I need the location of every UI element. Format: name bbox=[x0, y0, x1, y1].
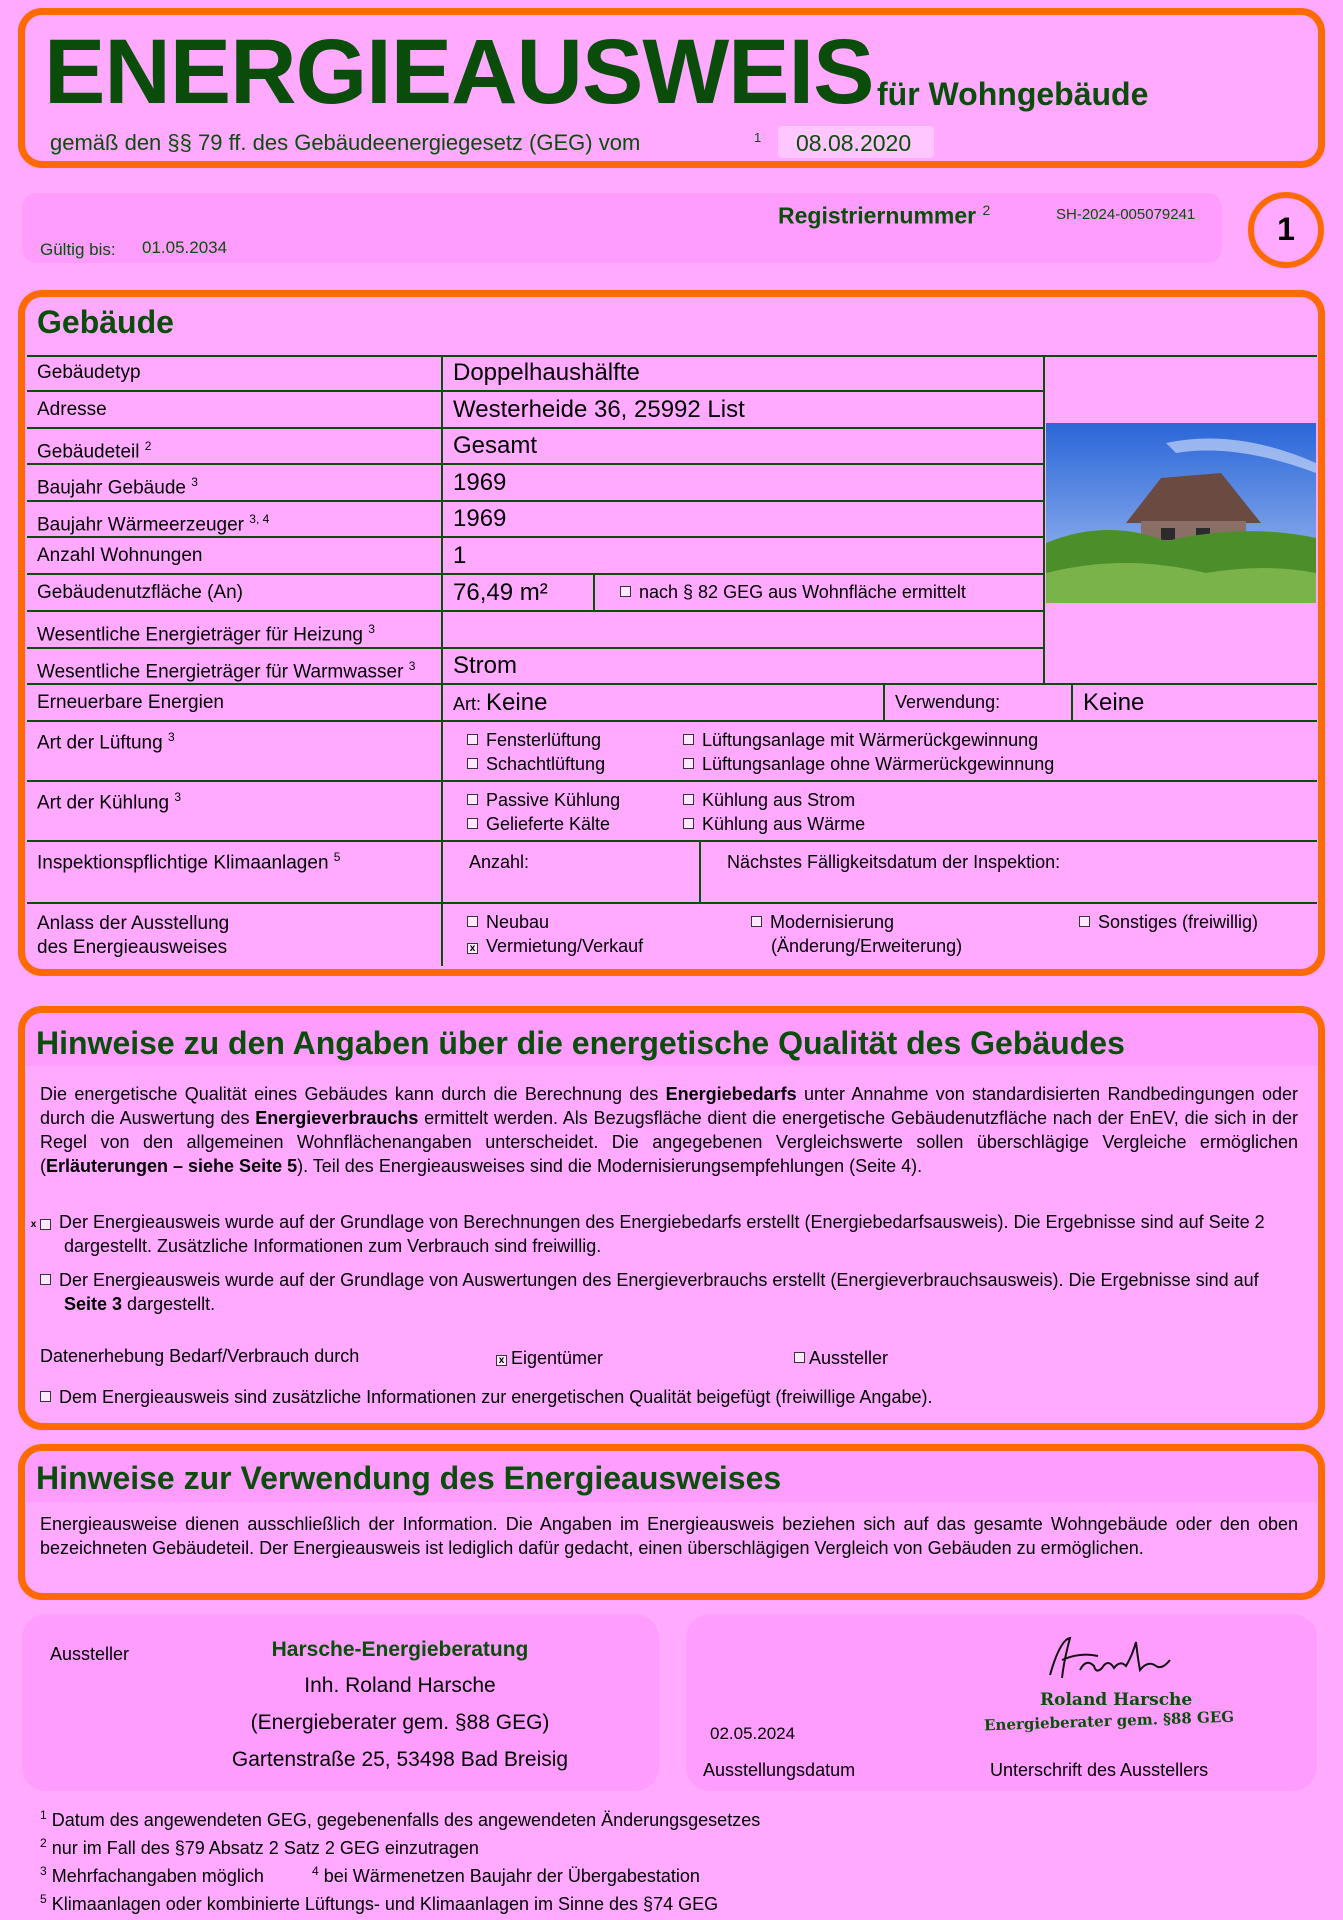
valid-until-label: Gültig bis: bbox=[40, 240, 116, 259]
stamp-name: Roland Harsche bbox=[1040, 1690, 1193, 1710]
row-value: Strom bbox=[453, 652, 518, 679]
issuer-label: Aussteller bbox=[50, 1644, 130, 1664]
checkbox[interactable] bbox=[467, 818, 478, 829]
table-row: Baujahr Wärmeerzeuger $^{3, 4}$ 1969 bbox=[27, 502, 1045, 538]
checkbox[interactable] bbox=[40, 1274, 51, 1285]
table-row-aircon: Inspektionspflichtige Klimaanlagen $^5$ Anzahl: Nächstes Fälligkeitsdatum der Inspektion: bbox=[27, 842, 1317, 904]
row-value: Westerheide 36, 25992 List bbox=[453, 396, 745, 423]
table-row: Wesentliche Energieträger für Warmwasser $^3$ Strom bbox=[27, 649, 1317, 685]
checkbox-checked[interactable]: x bbox=[467, 943, 478, 954]
hints-usage-paragraph: Energieausweise dienen ausschließlich der Information. Die Angaben im Energieausweis beziehen sich auf das gesamte Wohngebäude oder den oben bezeichneten Gebäudeteil. Der Energieausweis ist lediglich dafür gedacht, einen überschlägigen Vergleich von Gebäuden zu ermöglichen. bbox=[40, 1514, 1298, 1558]
cooling-option[interactable]: Gelieferte Kälte bbox=[467, 812, 620, 836]
occasion-label-line1: Anlass der Ausstellung bbox=[37, 913, 230, 934]
cooling-option[interactable]: Kühlung aus Wärme bbox=[683, 812, 865, 836]
footnote: $^5$ Klimaanlagen oder kombinierte Lüftungs- und Klimaanlagen im Sinne des §74 GEG bbox=[40, 1892, 719, 1914]
building-photo bbox=[1046, 423, 1316, 603]
checkbox[interactable] bbox=[683, 758, 694, 769]
row-label: Gebäudenutzfläche (An) bbox=[37, 582, 243, 603]
table-row bbox=[27, 355, 1045, 392]
area-checkbox-option[interactable]: nach § 82 GEG aus Wohnfläche ermittelt bbox=[610, 575, 966, 610]
issuer-address: Gartenstraße 25, 53498 Bad Breisig bbox=[231, 1748, 569, 1771]
occasion-option-vermietung[interactable]: x Vermietung/Verkauf bbox=[467, 934, 643, 958]
hints-quality-heading: Hinweise zu den Angaben über die energetische Qualität des Gebäudes bbox=[36, 1025, 1125, 1061]
checkbox[interactable] bbox=[794, 1352, 805, 1363]
table-row bbox=[27, 538, 1045, 575]
footnote: $^2$ nur im Fall des §79 Absatz 2 Satz 2 GEG einzutragen bbox=[40, 1836, 479, 1858]
cooling-option[interactable]: Kühlung aus Strom bbox=[683, 788, 865, 812]
row-label: Gebäudetyp bbox=[37, 362, 141, 383]
document-title-suffix: für Wohngebäude bbox=[877, 76, 1149, 112]
page-number-badge: 1 bbox=[1248, 192, 1324, 268]
checkbox[interactable] bbox=[40, 1391, 51, 1402]
checkbox[interactable] bbox=[683, 734, 694, 745]
renewable-use-label: Verwendung: bbox=[885, 685, 1073, 720]
issue-date-label: Ausstellungsdatum bbox=[703, 1760, 856, 1780]
stamp-role: Energieberater gem. §88 GEG bbox=[983, 1707, 1235, 1735]
hints-quality-paragraph: Die energetische Qualität eines Gebäudes kann durch die Berechnung des Energiebedarfs unter Annahme von standardisierten Randbedingungen oder durch die Auswertung des Energieverbrauchs ermittelt werden. Als Bezugsfläche dient die energetische Gebäudenutzfläche nach der EnEV, die sich in der Regel von den allgemeinen Wohnflächenangaben unterscheidet. Die angegebenen Vergleichswerte sollen überschlägige Vergleiche ermöglichen (Erläuterungen – siehe Seite 5). Teil des Energieausweises sind die Modernisierungsempfehlungen (Seite 4). bbox=[40, 1084, 1298, 1176]
document-subtitle: gemäß den §§ 79 ff. des Gebäudeenergiegesetz (GEG) vom bbox=[50, 130, 641, 155]
row-value: 1 bbox=[453, 542, 467, 569]
valid-until-date: 01.05.2034 bbox=[142, 238, 228, 257]
checkbox[interactable] bbox=[751, 916, 762, 927]
renewable-use-value: Keine bbox=[1083, 689, 1145, 716]
row-value: Doppelhaushälfte bbox=[453, 359, 640, 386]
cooling-option[interactable]: Passive Kühlung bbox=[467, 788, 620, 812]
checkbox[interactable] bbox=[683, 794, 694, 805]
issuer-company: Harsche-Energieberatung bbox=[271, 1638, 529, 1661]
row-value: 1969 bbox=[453, 469, 507, 496]
renewable-label: Erneuerbare Energien bbox=[27, 685, 443, 720]
row-label: Adresse bbox=[37, 399, 107, 420]
data-collection-label: Datenerhebung Bedarf/Verbrauch durch bbox=[40, 1346, 360, 1366]
checkbox[interactable] bbox=[467, 758, 478, 769]
aircon-count-label: Anzahl: bbox=[459, 842, 701, 902]
signature-image bbox=[1040, 1630, 1180, 1690]
footnote: $^3$ Mehrfachangaben möglich bbox=[40, 1864, 264, 1886]
table-row bbox=[27, 575, 1045, 612]
row-value: 76,49 m² bbox=[443, 575, 595, 610]
checkbox-checked[interactable]: x bbox=[496, 1355, 507, 1366]
checkbox[interactable] bbox=[467, 916, 478, 927]
geg-date: 08.08.2020 bbox=[796, 130, 912, 156]
ventilation-option[interactable]: Fensterlüftung bbox=[467, 728, 605, 752]
footnote: $^4$ bei Wärmenetzen Baujahr der Übergabestation bbox=[312, 1864, 700, 1886]
table-row-renewable bbox=[27, 685, 1317, 722]
ventilation-label: Art der Lüftung bbox=[37, 732, 163, 754]
row-value bbox=[443, 612, 453, 647]
checkbox[interactable] bbox=[467, 734, 478, 745]
signature-label: Unterschrift des Ausstellers bbox=[990, 1760, 1209, 1780]
checkbox[interactable] bbox=[1079, 916, 1090, 927]
issuer-role: (Energieberater gem. §88 GEG) bbox=[250, 1711, 550, 1734]
row-label: Wesentliche Energieträger für Heizung bbox=[37, 624, 363, 646]
row-value: Gesamt bbox=[453, 432, 538, 459]
hints-usage-heading: Hinweise zur Verwendung des Energieausweises bbox=[36, 1460, 782, 1496]
issue-date: 02.05.2024 bbox=[710, 1724, 796, 1743]
document-title: ENERGIEAUSWEIS bbox=[44, 21, 874, 123]
table-row: Gebäudeteil $^2$ Gesamt bbox=[27, 429, 1045, 465]
row-label: Baujahr Wärmeerzeuger bbox=[37, 514, 244, 536]
cooling-label: Art der Kühlung bbox=[37, 792, 170, 814]
renewable-art-label: Art: bbox=[453, 694, 482, 714]
renewable-art-value: Keine bbox=[486, 689, 548, 716]
issuer-owner: Inh. Roland Harsche bbox=[304, 1674, 496, 1697]
checkbox-checked[interactable]: x bbox=[40, 1219, 51, 1230]
ventilation-option[interactable]: Lüftungsanlage ohne Wärmerückgewinnung bbox=[683, 752, 1054, 776]
registration-label: Registriernummer $^2$ bbox=[778, 202, 991, 229]
table-row-occasion bbox=[27, 904, 1317, 966]
basis-option-demand[interactable]: x Der Energieausweis wurde auf der Grundlage von Berechnungen des Energiebedarfs erstellt (Energiebedarfsausweis). Die Ergebnisse sind auf Seite 2 dargestellt. Zusätzliche Informationen zum Verbrauch sind freiwillig. bbox=[30, 1212, 1265, 1256]
occasion-option-modernisierung-sub: (Änderung/Erweiterung) bbox=[771, 936, 963, 956]
aircon-label: Inspektionspflichtige Klimaanlagen bbox=[37, 852, 329, 874]
row-value: 1969 bbox=[453, 505, 507, 532]
data-collection-owner[interactable]: x Eigentümer bbox=[496, 1348, 603, 1369]
table-row: Baujahr Gebäude $^3$ 1969 bbox=[27, 465, 1045, 502]
table-row-cooling: Art der Kühlung $^3$ Passive Kühlung Gelieferte Kälte Kühlung aus Strom Kühlung aus Wärme bbox=[27, 782, 1317, 842]
aircon-due-label: Nächstes Fälligkeitsdatum der Inspektion: bbox=[727, 852, 1061, 872]
occasion-option-modernisierung[interactable]: Modernisierung bbox=[751, 910, 962, 934]
area-checkbox[interactable] bbox=[620, 586, 631, 597]
row-label: Baujahr Gebäude bbox=[37, 477, 186, 499]
building-heading: Gebäude bbox=[37, 304, 174, 340]
footnote: $^1$ Datum des angewendeten GEG, gegebenenfalls des angewendeten Änderungsgesetzes bbox=[40, 1808, 761, 1830]
ventilation-option[interactable]: Lüftungsanlage mit Wärmerückgewinnung bbox=[683, 728, 1054, 752]
subtitle-footnote: 1 bbox=[754, 130, 762, 145]
checkbox[interactable] bbox=[467, 794, 478, 805]
extra-info-option[interactable]: Dem Energieausweis sind zusätzliche Informationen zur energetischen Qualität beigefügt (freiwillige Angabe). bbox=[40, 1387, 932, 1408]
ventilation-option[interactable]: Schachtlüftung bbox=[467, 752, 605, 776]
table-row bbox=[27, 392, 1045, 429]
checkbox[interactable] bbox=[683, 818, 694, 829]
occasion-option-neubau[interactable]: Neubau bbox=[467, 910, 643, 934]
registration-number: SH-2024-005079241 bbox=[1056, 206, 1196, 223]
table-row: Wesentliche Energieträger für Heizung $^3$ bbox=[27, 612, 1045, 649]
basis-option-consumption[interactable]: Der Energieausweis wurde auf der Grundlage von Auswertungen des Energieverbrauchs erstellt (Energieverbrauchsausweis). Die Ergebnisse sind auf Seite 3 dargestellt. bbox=[40, 1268, 1270, 1316]
table-row-ventilation: Art der Lüftung $^3$ Fensterlüftung Schachtlüftung Lüftungsanlage mit Wärmerückgewinnung Lüftungsanlage ohne Wärmerückgewinnung bbox=[27, 722, 1317, 782]
occasion-option-sonstiges[interactable]: Sonstiges (freiwillig) bbox=[1069, 910, 1258, 972]
row-label: Gebäudeteil bbox=[37, 441, 140, 463]
occasion-label-line2: des Energieausweises bbox=[37, 937, 228, 958]
data-collection-issuer[interactable]: Aussteller bbox=[794, 1348, 888, 1369]
row-label: Anzahl Wohnungen bbox=[37, 545, 203, 566]
row-label: Wesentliche Energieträger für Warmwasser bbox=[37, 661, 404, 683]
